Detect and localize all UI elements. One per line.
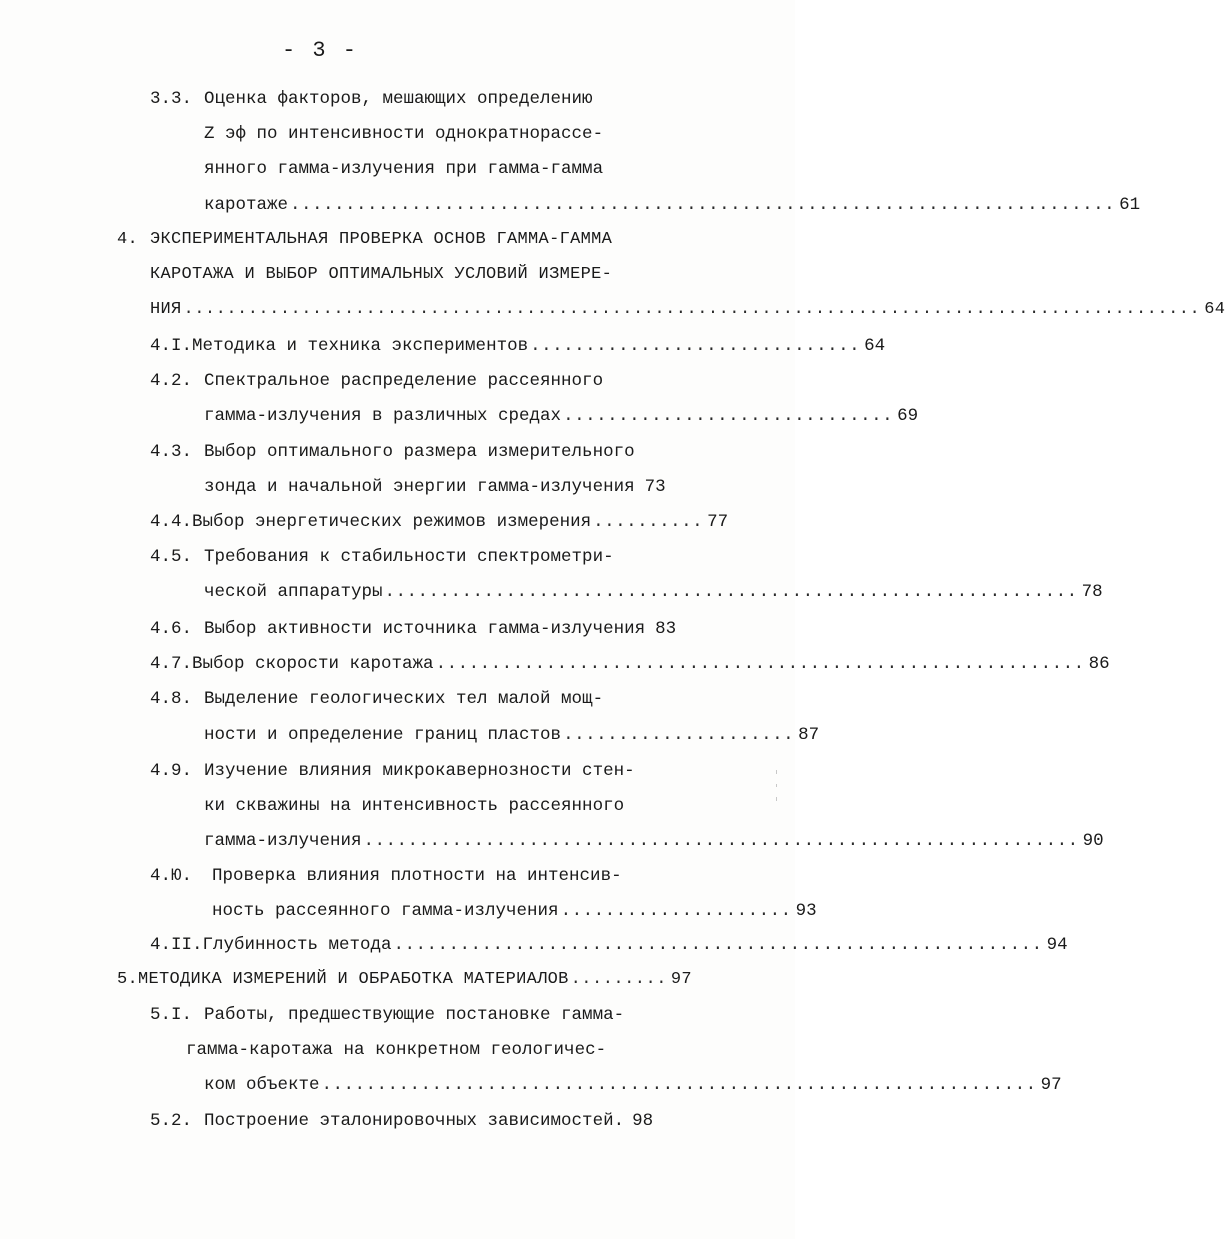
toc-entry-title: ЭКСПЕРИМЕНТАЛЬНАЯ ПРОВЕРКА ОСНОВ ГАММА-ГАММА (150, 230, 613, 249)
toc-entry-title: каротаже (204, 195, 289, 215)
toc-entry-page: 64 (1204, 300, 1225, 319)
leader-dots: ..................... (563, 725, 795, 745)
toc-entry-title: Спектральное распределение рассеянного (204, 371, 604, 391)
toc-entry-title: зонда и начальной энергии гамма-излучения (204, 477, 635, 497)
toc-entry-title: гамма-каротажа на конкретном геологичес- (186, 1040, 607, 1060)
leader-dots: ..................... (560, 901, 792, 921)
toc-entry-page: 61 (1119, 195, 1141, 215)
toc-entry-number: 4.3. (150, 442, 193, 462)
toc-entry-title: Оценка факторов, мешающих определению (204, 89, 593, 109)
toc-entry-4-9-cont (204, 791, 672, 821)
toc-entry-title: Z эф по интенсивности однократнорассе- (204, 124, 604, 144)
toc-entry-title: Требования к стабильности спектрометри- (204, 547, 614, 567)
toc-entry-4-11 (150, 930, 1068, 960)
toc-entry-title: янного гамма-излучения при гамма-гамма (204, 159, 604, 179)
toc-entry-4 (117, 225, 677, 255)
leader-dots: .......... (593, 512, 704, 532)
toc-entry-5 (117, 965, 692, 995)
leader-dots: ................................................................. (321, 1075, 1037, 1095)
leader-dots: ......... (570, 970, 667, 989)
toc-entry-page: 94 (1046, 935, 1068, 955)
toc-entry-4-10-last (212, 896, 817, 926)
toc-entry-title: НИЯ (150, 300, 182, 319)
toc-entry-page: 93 (795, 901, 817, 921)
toc-entry-title: Выбор скорости каротажа (192, 654, 434, 674)
toc-entry-3-3 (150, 84, 670, 114)
toc-entry-number: 3.3. (150, 89, 193, 109)
leader-dots: ................................................................. (363, 831, 1079, 851)
scan-margin-mark (776, 797, 777, 801)
toc-entry-title: Проверка влияния плотности на интенсив- (212, 866, 622, 886)
toc-entry-5-1-cont (186, 1035, 676, 1065)
toc-entry-4-5 (150, 542, 670, 572)
toc-entry-4-last (150, 295, 1225, 325)
toc-entry-title: гамма-излучения (204, 831, 362, 851)
toc-entry-page: 97 (670, 970, 692, 989)
toc-entry-4-1 (150, 331, 886, 361)
toc-entry-number: 4.II. (150, 935, 203, 955)
toc-entry-title: КАРОТАЖА И ВЫБОР ОПТИМАЛЬНЫХ УСЛОВИЙ ИЗМЕРЕ- (150, 265, 613, 284)
toc-entry-title: гамма-излучения в различных средах (204, 406, 562, 426)
toc-entry-page: 98 (632, 1111, 654, 1131)
toc-entry-4-7 (150, 649, 1110, 679)
page-number: - 3 - (282, 38, 359, 63)
toc-entry-4-9-last (204, 826, 1104, 856)
toc-entry-title: Работы, предшествующие постановке гамма- (204, 1005, 625, 1025)
toc-entry-5-1-last (204, 1070, 1062, 1100)
toc-entry-number: 4.5. (150, 547, 193, 567)
toc-entry-page: 83 (655, 619, 677, 639)
leader-dots: ........................................................... (393, 935, 1043, 955)
toc-entry-page: 69 (897, 406, 919, 426)
scan-margin-mark (776, 770, 777, 774)
toc-entry-number: 4.4. (150, 512, 193, 532)
toc-entry-page: 78 (1081, 582, 1103, 602)
toc-entry-title: ности и определение границ пластов (204, 725, 562, 745)
toc-entry-number: 5. (117, 970, 139, 989)
leader-dots: .............................. (530, 336, 861, 356)
toc-entry-number: 4.I. (150, 336, 193, 356)
toc-entry-page: 77 (707, 512, 729, 532)
toc-entry-4-6 (150, 614, 680, 644)
leader-dots: ........................................................................... (290, 195, 1116, 215)
toc-entry-3-3-cont (204, 119, 674, 149)
toc-entry-title: Изучение влияния микрокавернозности стен- (204, 761, 635, 781)
toc-entry-page: 97 (1040, 1075, 1062, 1095)
toc-entry-title: Выбор энергетических режимов измерения (192, 512, 592, 532)
toc-entry-number: 4.8. (150, 689, 193, 709)
toc-entry-4-8-last (204, 720, 820, 750)
toc-entry-title: Глубинность метода (202, 935, 392, 955)
toc-entry-4-4 (150, 507, 729, 537)
toc-entry-number: 5.2. (150, 1111, 193, 1131)
toc-entry-4-9 (150, 756, 670, 786)
scan-margin-mark (776, 784, 777, 787)
toc-entry-title: ки скважины на интенсивность рассеянного (204, 796, 625, 816)
toc-entry-number: 4.Ю. (150, 866, 193, 886)
toc-entry-4-5-last (204, 577, 1103, 607)
toc-entry-number: 4.7. (150, 654, 193, 674)
toc-entry-number: 5.I. (150, 1005, 193, 1025)
toc-entry-4-2 (150, 366, 670, 396)
toc-entry-title: ком объекте (204, 1075, 320, 1095)
toc-entry-4-8 (150, 684, 670, 714)
toc-entry-4-3-last (204, 472, 684, 502)
toc-entry-4-cont (150, 260, 670, 290)
toc-entry-title: МЕТОДИКА ИЗМЕРЕНИЙ И ОБРАБОТКА МАТЕРИАЛОВ (138, 970, 569, 989)
toc-entry-number: 4. (117, 230, 139, 249)
toc-entry-title: ческой аппаратуры (204, 582, 383, 602)
toc-entry-5-2 (150, 1106, 680, 1136)
toc-entry-number: 4.2. (150, 371, 193, 391)
toc-entry-4-2-last (204, 401, 919, 431)
toc-entry-title: Выделение геологических тел малой мощ- (204, 689, 604, 709)
toc-entry-title: Методика и техника экспериментов (192, 336, 529, 356)
leader-dots: ............................................................... (384, 582, 1078, 602)
toc-entry-3-3-last (204, 190, 1141, 220)
toc-entry-title: Построение эталонировочных зависимостей. (204, 1111, 625, 1131)
leader-dots: ........................................................... (435, 654, 1085, 674)
toc-entry-title: Выбор оптимального размера измерительного (204, 442, 635, 462)
toc-entry-title: Выбор активности источника гамма-излучения (204, 619, 646, 639)
toc-entry-3-3-cont (204, 154, 674, 184)
toc-entry-page: 90 (1082, 831, 1104, 851)
toc-entry-5-1 (150, 1000, 670, 1030)
toc-entry-4-3 (150, 437, 680, 467)
leader-dots: ............................................................................................... (183, 300, 1201, 319)
toc-entry-page: 86 (1088, 654, 1110, 674)
toc-entry-number: 4.6. (150, 619, 193, 639)
leader-dots: .............................. (563, 406, 894, 426)
toc-entry-title: ность рассеянного гамма-излучения (212, 901, 559, 921)
toc-entry-page: 87 (798, 725, 820, 745)
toc-entry-number: 4.9. (150, 761, 193, 781)
toc-entry-page: 73 (644, 477, 666, 497)
toc-entry-4-10 (150, 861, 670, 891)
toc-entry-page: 64 (864, 336, 886, 356)
